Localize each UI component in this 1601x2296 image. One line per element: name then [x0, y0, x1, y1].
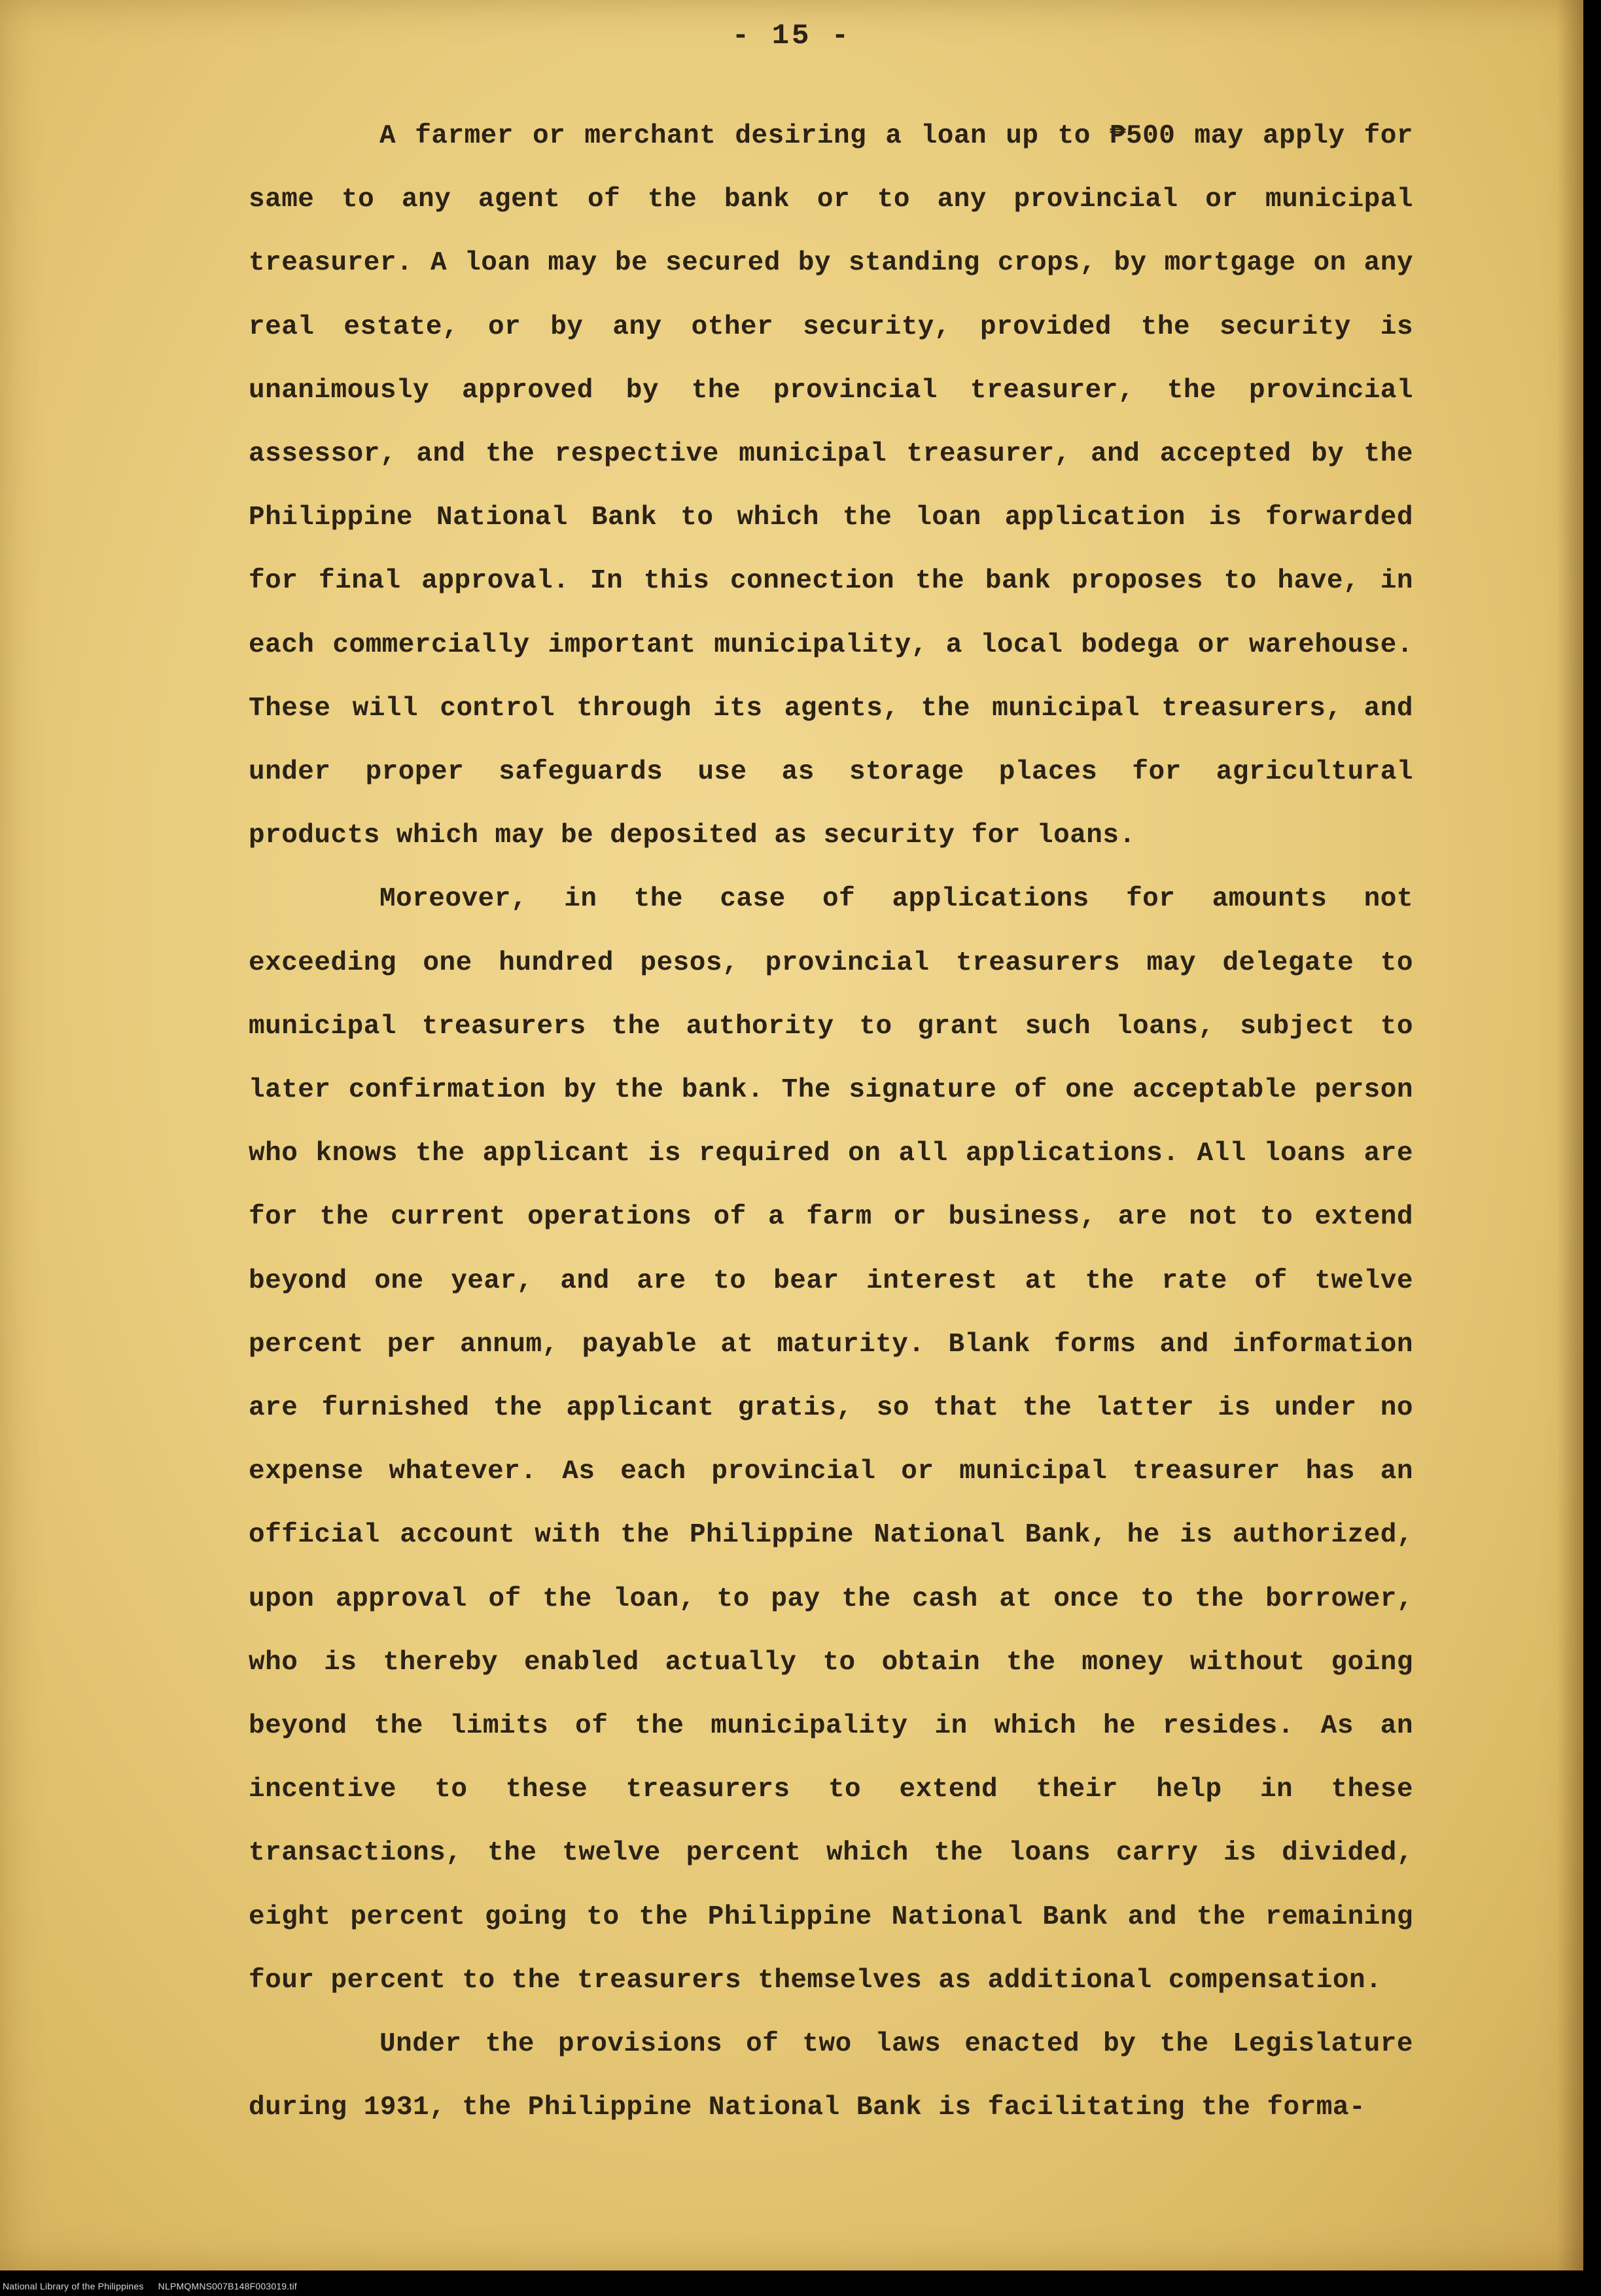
page-number: - 15 - [731, 20, 852, 52]
paragraph-municipal-treasurers: Moreover, in the case of applications for amounts not exceeding one hundred pesos, provincial treasurers may delegate to municipal treasurers the authority to grant such loans, subject to later confirmation by the bank. The signature of one acceptable person who knows the applicant is required on all applications. All loans are for the current operations of a farm or business, are not to extend beyond one year, and are to bear interest at the rate of twelve percent per annum, payable at maturity. Blank forms and information are furnished the applicant gratis, so that the latter is under no expense whatever. As each provincial or municipal treasurer has an official account with the Philippine National Bank, he is authorized, upon approval of the loan, to pay the cash at once to the borrower, who is thereby enabled actually to obtain the money without going beyond the limits of the municipality in which he resides. As an incentive to these treasurers to extend their help in these transactions, the twelve percent which the loans carry is divided, eight percent going to the Philippine National Bank and the remaining four percent to the treasurers themselves as additional compensation. [249, 884, 1413, 1996]
document-body [249, 105, 1413, 2140]
footer-file-id: NLPMQMNS007B148F003019.tif [158, 2281, 297, 2291]
paragraph-loan-application: A farmer or merchant desiring a loan up to ₱500 may apply for same to any agent of the bank or to any provincial or municipal treasurer. A loan may be secured by standing crops, by mortgage on any real estate, or by any other security, provided the security is unanimously approved by the provincial treasurer, the provincial assessor, and the respective municipal treasurer, and accepted by the Philippine National Bank to which the loan application is forwarded for final approval. In this connection the bank proposes to have, in each commercially important municipality, a local bodega or warehouse. These will control through its agents, the municipal treasurers, and under proper safeguards use as storage places for agricultural products which may be deposited as security for loans. [249, 121, 1413, 851]
footer-source: National Library of the Philippines [3, 2281, 144, 2291]
archive-footer [3, 2281, 309, 2291]
paragraph-legislature: Under the provisions of two laws enacted by the Legislature during 1931, the Philippine National Bank is facilitating the forma- [249, 2029, 1413, 2123]
